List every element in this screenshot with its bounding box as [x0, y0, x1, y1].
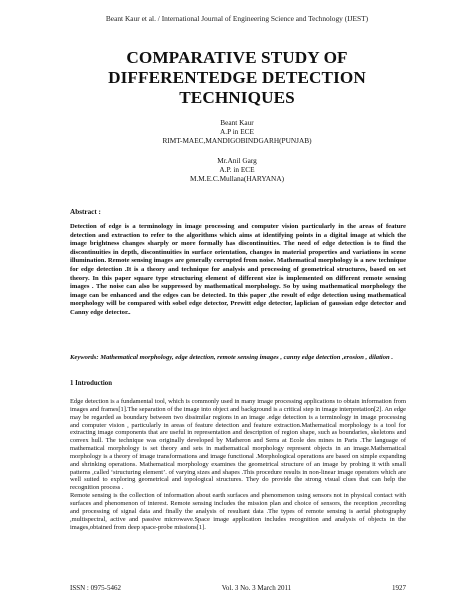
title-line: TECHNIQUES: [179, 88, 295, 107]
abstract-text: Detection of edge is a terminology in image processing and computer vision particularly in the areas of feature detection and extraction to refer to the algorithms which aims at identifying points in a digital image at which the image brightness changes sharply or more formally has discontinuities. The need of edge detection is to find the discontinuities in depth, discontinuities in surface orientation, changes in material properties and variations in scene illumination. Remote sensing images are generally corrupted from noise. Mathematical morphology is a new technique for edge detection .It is a theory and technique for analysis and processing of geometrical structures, based on set theory. In this paper square type structuring element of different size is implemented on different remote sensing images . The noise can also be suppressed by mathematical morphology. So by using mathematical morphology the image can be enhanced and the edges can be detected. In this paper ,the result of edge detection using mathematical morphology will be compared with sobel edge detector, Prewitt edge detector, laplician of gaussian edge detector and Canny edge detector..: [70, 223, 406, 316]
paper-title: [30, 48, 444, 108]
paragraph: Edge detection is a fundamental tool, which is commonly used in many image processing applications to obtain information from images and frames[1].The separation of the image into object and background is a critical step in image interpretation[2]. An edge may be regarded as boundary between two dissimilar regions in an image .edge detection is a terminology in image processing and computer vision , particularly in areas of feature detection and feature extraction.Mathematical morphology is a tool for extracting image components that are useful in representation and description of region shape, such as boundaries, skeletons and convex hull. The technique was originally developed by Matheron and Serra at Ecole des mines in Paris .The language of mathematical morphology is set theory and sets in mathematical morphology represent objects in an image.Mathematical morphology is a theory of image transformations and image functional .Morphological operations are based on simple expanding and shrinking operations. Mathematical morphology examines the geometrical structure of an image by probing it with small patterns ,called ‘structuring element’. of varying sizes and shapes .This procedure results in non-linear image operators which are well suited to exploring geometrical and topological structures. They do provide the strong visual clues that can help the recognition process .: [70, 398, 406, 492]
title-line: DIFFERENTEDGE DETECTION: [108, 68, 366, 87]
page-footer: [70, 584, 406, 592]
author-affiliation: RIMT-MAEC,MANDIGOBINDGARH(PUNJAB): [162, 136, 312, 145]
section-heading: 1 Introduction: [70, 380, 112, 387]
keywords: Keywords: Mathematical morphology, edge detection, remote sensing images , canny edge detection ,erosion , dilation .: [70, 354, 394, 361]
author-position: A.P in ECE: [220, 127, 254, 136]
body-text: [70, 398, 406, 531]
footer-issn: ISSN : 0975-5462: [70, 584, 121, 592]
footer-volume: Vol. 3 No. 3 March 2011: [221, 584, 292, 592]
author-affiliation: M.M.E.C.Mullana(HARYANA): [189, 174, 285, 183]
author-block-2: [0, 156, 474, 183]
author-name: Beant Kaur: [220, 118, 254, 127]
author-block-1: [0, 118, 474, 145]
footer-page-number: 1927: [392, 584, 406, 592]
running-header: Beant Kaur et al. / International Journal of Engineering Science and Technology (IJEST): [105, 14, 369, 23]
title-line: COMPARATIVE STUDY OF: [126, 48, 348, 67]
author-position: A.P. in ECE: [219, 165, 255, 174]
abstract-heading: Abstract :: [70, 208, 101, 216]
paragraph: Remote sensing is the collection of information about earth surfaces and phenomenon using sensors not in physical contact with surfaces and phenomenon of interest. Remote sensing includes the mission plan and choice of sensors, the reception ,recording and processing of signal data and finally the analysis of resultant data .The types of remote sensing is aerial photography ,multispectral, active and passive microwave.Space image application includes recognition and analysis of objects in the images,obtained from deep space-probe missions[1].: [70, 492, 406, 531]
author-name: Mr.Anil Garg: [217, 156, 257, 165]
